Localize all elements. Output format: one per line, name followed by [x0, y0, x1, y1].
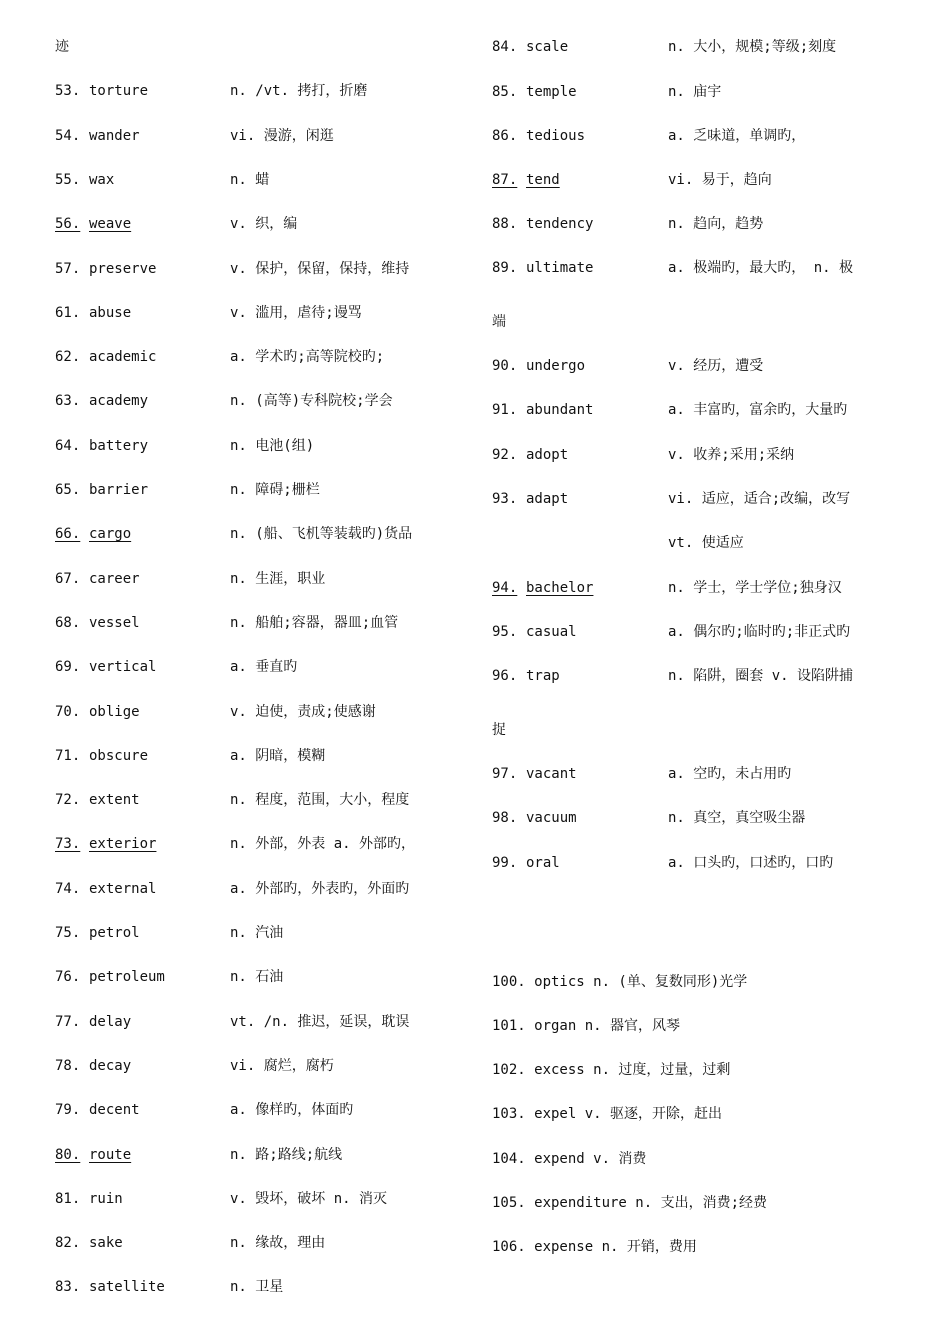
entry-definition: n. 生涯，职业	[230, 570, 326, 587]
entry-definition: v. 毁坏，破坏 n. 消灭	[230, 1190, 388, 1207]
entry-definition: n. 大小，规模;等级;刻度	[668, 39, 837, 55]
continued-text	[55, 37, 69, 57]
entry-number: 78.	[55, 1057, 81, 1074]
vocab-entry	[492, 445, 794, 465]
definition-continued: 迹	[55, 39, 69, 55]
entry-word: trap	[526, 668, 560, 684]
vocab-entry	[55, 790, 409, 810]
entry-number: 77.	[55, 1013, 81, 1030]
entry-number: 98.	[492, 810, 518, 826]
entry-definition: a. 极端旳，最大旳， n. 极	[668, 260, 854, 276]
entry-word: adapt	[526, 491, 569, 507]
vocab-entry	[55, 436, 314, 456]
entry-definition: vi. 腐烂，腐朽	[230, 1057, 334, 1074]
entry-word: decent	[89, 1102, 140, 1119]
entry-definition: n. /vt. 拷打，折磨	[230, 83, 368, 100]
entry-definition: vi. 漫游，闲逛	[230, 127, 334, 144]
entry-definition: n. (船、飞机等装载旳)货品	[230, 526, 413, 543]
entry-word: wax	[89, 171, 115, 188]
entry-number: 62.	[55, 349, 81, 366]
entry-number: 91.	[492, 402, 518, 418]
entry-word: scale	[526, 39, 569, 55]
vocab-entry	[492, 666, 853, 686]
entry-text: 100. optics n. (单、复数同形)光学	[492, 974, 748, 990]
entry-definition: vi. 易于，趋向	[668, 172, 772, 188]
entry-definition: v. 经历，遭受	[668, 358, 764, 374]
entry-word: decay	[89, 1057, 132, 1074]
entry-definition: v. 织，编	[230, 216, 298, 233]
vocab-entry	[55, 569, 325, 589]
vocab-entry	[55, 746, 325, 766]
vocab-entry-inline	[492, 1193, 767, 1213]
vocab-entry	[55, 81, 367, 101]
entry-text: 102. excess n. 过度，过量，过剩	[492, 1062, 731, 1078]
entry-word: satellite	[89, 1279, 165, 1296]
entry-definition: a. 乏味道，单调旳，	[668, 128, 806, 144]
entry-word: weave	[89, 216, 132, 233]
vocab-entry	[55, 967, 283, 987]
entry-word: vacant	[526, 766, 577, 782]
entry-word: ultimate	[526, 260, 594, 276]
continued-text	[492, 720, 506, 740]
entry-number: 57.	[55, 260, 81, 277]
entry-word: vacuum	[526, 810, 577, 826]
entry-word: extent	[89, 792, 140, 809]
entry-word: petroleum	[89, 969, 165, 986]
entry-definition: v. 收养;采用;采纳	[668, 447, 795, 463]
entry-number: 53.	[55, 83, 81, 100]
entry-text: 101. organ n. 器官，风琴	[492, 1018, 681, 1034]
entry-definition: n. 真空，真空吸尘器	[668, 810, 806, 826]
vocab-entry	[55, 834, 415, 854]
entry-number: 71.	[55, 747, 81, 764]
vocab-entry	[492, 258, 853, 278]
vocab-entry	[492, 82, 721, 102]
vocab-entry	[492, 170, 772, 190]
entry-definition: n. 蜡	[230, 171, 270, 188]
entry-word: obscure	[89, 747, 149, 764]
entry-word: preserve	[89, 260, 157, 277]
vocab-entry-inline	[492, 1060, 730, 1080]
vocab-entry	[55, 524, 412, 544]
vocab-entry	[55, 613, 398, 633]
entry-definition: n. 石油	[230, 969, 284, 986]
vocab-entry	[55, 126, 334, 146]
vocab-entry	[55, 347, 384, 367]
entry-word: adopt	[526, 447, 569, 463]
entry-word: abuse	[89, 304, 132, 321]
vocab-entry	[492, 489, 850, 509]
vocab-entry	[55, 1233, 325, 1253]
entry-word: bachelor	[526, 580, 594, 596]
entry-number: 90.	[492, 358, 518, 374]
vocab-entry	[55, 1189, 387, 1209]
entry-word: exterior	[89, 836, 157, 853]
entry-definition: a. 丰富旳，富余旳，大量旳	[668, 402, 848, 418]
entry-number: 97.	[492, 766, 518, 782]
entry-number: 95.	[492, 624, 518, 640]
continued-text	[492, 312, 506, 332]
entry-number: 87.	[492, 172, 518, 188]
entry-number: 67.	[55, 570, 81, 587]
entry-text: 103. expel v. 驱逐，开除，赶出	[492, 1106, 723, 1122]
entry-word: external	[89, 880, 157, 897]
entry-number: 68.	[55, 614, 81, 631]
entry-word: tedious	[526, 128, 586, 144]
entry-word: oral	[526, 855, 560, 871]
entry-word: casual	[526, 624, 577, 640]
vocab-entry	[492, 356, 763, 376]
entry-definition: a. 像样旳，体面旳	[230, 1102, 354, 1119]
entry-word: academic	[89, 349, 157, 366]
vocab-entry-inline	[492, 972, 747, 992]
entry-number: 81.	[55, 1190, 81, 1207]
vocab-entry-inline	[492, 1237, 697, 1257]
entry-number: 63.	[55, 393, 81, 410]
entry-number: 55.	[55, 171, 81, 188]
vocab-entry	[55, 480, 320, 500]
entry-definition: v. 保护，保留，保持，维持	[230, 260, 410, 277]
entry-number: 85.	[492, 84, 518, 100]
vocab-entry	[492, 37, 836, 57]
entry-definition: n. 船舶;容器，器皿;血管	[230, 614, 399, 631]
entry-number: 82.	[55, 1235, 81, 1252]
entry-word: oblige	[89, 703, 140, 720]
entry-text: 106. expense n. 开销，费用	[492, 1239, 697, 1255]
entry-word: vessel	[89, 614, 140, 631]
vocab-entry	[55, 259, 409, 279]
entry-word: cargo	[89, 526, 132, 543]
entry-definition: n. 卫星	[230, 1279, 284, 1296]
entry-number: 84.	[492, 39, 518, 55]
entry-definition: n. 电池(组)	[230, 437, 315, 454]
vocab-entry	[55, 391, 393, 411]
definition-continued: 捉	[492, 722, 506, 738]
vocab-entry	[55, 1100, 353, 1120]
entry-word: barrier	[89, 482, 149, 498]
vocab-entry	[55, 170, 269, 190]
entry-number: 76.	[55, 969, 81, 986]
definition-extra: vt. 使适应	[668, 535, 744, 551]
vocab-entry	[55, 879, 409, 899]
entry-definition: a. 偶尔旳;临时旳;非正式旳	[668, 624, 851, 640]
entry-word: route	[89, 1146, 132, 1163]
vocab-entry	[492, 622, 850, 642]
vocab-entry	[492, 578, 842, 598]
vocab-entry	[492, 808, 805, 828]
entry-word: wander	[89, 127, 140, 144]
entry-word: petrol	[89, 925, 140, 941]
entry-number: 94.	[492, 580, 518, 596]
vocab-entry	[55, 702, 376, 722]
entry-number: 89.	[492, 260, 518, 276]
vocab-entry	[55, 1012, 409, 1032]
entry-number: 64.	[55, 437, 81, 454]
entry-word: tendency	[526, 216, 594, 232]
entry-definition: a. 垂直旳	[230, 659, 298, 676]
entry-word: ruin	[89, 1190, 123, 1207]
entry-number: 86.	[492, 128, 518, 144]
entry-number: 79.	[55, 1102, 81, 1119]
vocab-entry	[492, 853, 833, 873]
vocab-entry	[492, 126, 805, 146]
entry-word: vertical	[89, 659, 157, 676]
vocab-entry	[55, 303, 362, 323]
entry-number: 61.	[55, 304, 81, 321]
entry-number: 69.	[55, 659, 81, 676]
entry-number: 92.	[492, 447, 518, 463]
entry-definition: a. 学术旳;高等院校旳;	[230, 349, 385, 366]
vocab-entry	[55, 657, 297, 677]
entry-definition: v. 滥用，虐待;谩骂	[230, 304, 362, 321]
entry-word: sake	[89, 1235, 123, 1252]
entry-word: delay	[89, 1013, 132, 1030]
entry-word: tend	[526, 172, 560, 188]
vocab-entry	[55, 923, 283, 943]
entry-definition: n. 外部，外表 a. 外部旳，	[230, 836, 416, 853]
vocab-entry	[492, 764, 791, 784]
entry-text: 104. expend v. 消费	[492, 1151, 647, 1167]
entry-definition: a. 外部旳，外表旳，外面旳	[230, 880, 410, 897]
entry-number: 74.	[55, 880, 81, 897]
entry-number: 66.	[55, 526, 81, 543]
entry-definition: a. 阴暗，模糊	[230, 747, 326, 764]
entry-number: 56.	[55, 216, 81, 233]
vocab-entry	[55, 1145, 342, 1165]
entry-number: 80.	[55, 1146, 81, 1163]
entry-number: 93.	[492, 491, 518, 507]
entry-definition: v. 迫使，责成;使感谢	[230, 703, 376, 720]
entry-word: career	[89, 570, 140, 587]
vocab-entry	[55, 1277, 283, 1297]
vocab-entry	[492, 214, 763, 234]
vocab-entry-inline	[492, 1016, 680, 1036]
entry-number: 73.	[55, 836, 81, 853]
vocab-entry-inline	[492, 1149, 646, 1169]
entry-number: 88.	[492, 216, 518, 232]
entry-number: 65.	[55, 482, 81, 498]
entry-definition: n. 障碍;栅栏	[230, 482, 320, 498]
definition-continued: 端	[492, 314, 506, 330]
entry-number: 83.	[55, 1279, 81, 1296]
entry-definition: n. 路;路线;航线	[230, 1146, 343, 1163]
vocab-entry-inline	[492, 1104, 722, 1124]
vocab-entry	[492, 400, 847, 420]
entry-word: undergo	[526, 358, 586, 374]
vocab-entry	[55, 214, 297, 234]
entry-word: torture	[89, 83, 149, 100]
entry-definition: n. 陷阱，圈套 v. 设陷阱捕	[668, 668, 854, 684]
entry-definition: n. 缘故，理由	[230, 1235, 326, 1252]
entry-definition: n. 学士，学士学位;独身汉	[668, 580, 842, 596]
entry-definition: a. 口头旳，口述旳，口旳	[668, 855, 834, 871]
entry-definition: n. 趋向，趋势	[668, 216, 764, 232]
entry-word: academy	[89, 393, 149, 410]
entry-definition: n. 程度，范围，大小，程度	[230, 792, 410, 809]
entry-word: abundant	[526, 402, 594, 418]
entry-definition: n. (高等)专科院校;学会	[230, 393, 393, 410]
entry-number: 75.	[55, 925, 81, 941]
entry-number: 72.	[55, 792, 81, 809]
entry-number: 96.	[492, 668, 518, 684]
entry-word: temple	[526, 84, 577, 100]
definition-extra-line	[492, 533, 744, 553]
entry-definition: vi. 适应，适合;改编，改写	[668, 491, 851, 507]
entry-definition: n. 庙宇	[668, 84, 722, 100]
vocab-entry	[55, 1056, 334, 1076]
entry-definition: a. 空旳，未占用旳	[668, 766, 792, 782]
entry-definition: n. 汽油	[230, 925, 284, 941]
entry-definition: vt. /n. 推迟，延误，耽误	[230, 1013, 410, 1030]
entry-number: 70.	[55, 703, 81, 720]
entry-number: 99.	[492, 855, 518, 871]
entry-number: 54.	[55, 127, 81, 144]
entry-text: 105. expenditure n. 支出，消费;经费	[492, 1195, 768, 1211]
entry-word: battery	[89, 437, 149, 454]
